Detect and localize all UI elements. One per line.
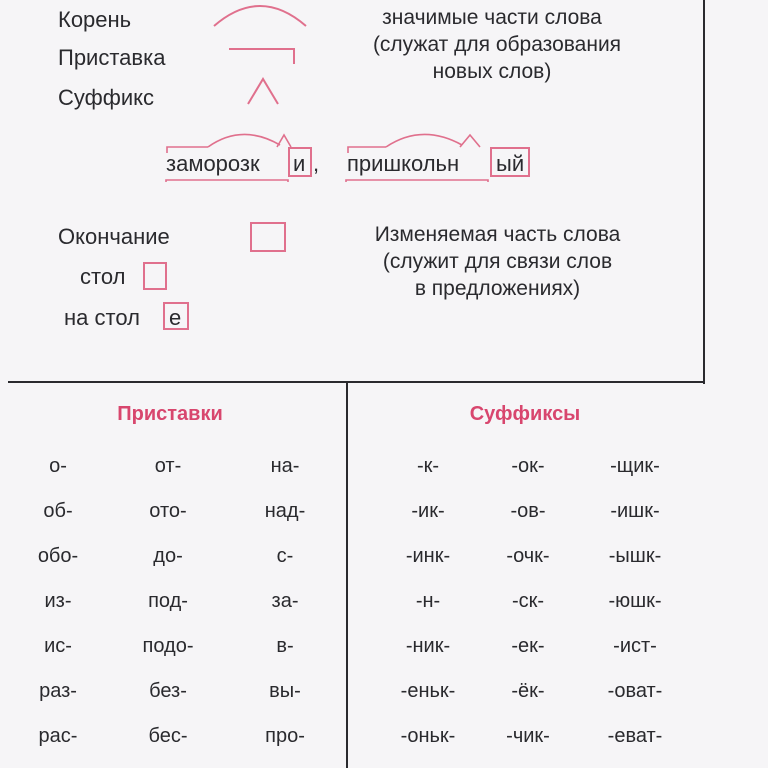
prefix-mark-icon bbox=[228, 40, 298, 70]
suffix-item: -чик- bbox=[506, 725, 550, 747]
prefix-item: за- bbox=[271, 590, 299, 612]
ending-example-2-ending: е bbox=[169, 305, 182, 330]
prefix-item: о- bbox=[49, 455, 67, 477]
suffix-item: -ист- bbox=[613, 635, 657, 657]
example-comma: , bbox=[313, 151, 320, 176]
frame-right-border bbox=[703, 0, 705, 384]
suffix-item: -щик- bbox=[610, 455, 660, 477]
prefix-item: ото- bbox=[149, 500, 187, 522]
prefix-item: бес- bbox=[148, 725, 188, 747]
prefix-item: над- bbox=[264, 500, 306, 522]
changeable-line2: (служит для связи слов bbox=[382, 250, 613, 273]
suffixes-title: Суффиксы bbox=[469, 403, 581, 425]
prefix-item: обо- bbox=[37, 545, 79, 567]
prefix-item: под- bbox=[148, 590, 188, 612]
prefix-item: без- bbox=[149, 680, 187, 702]
prefix-item: подо- bbox=[142, 635, 194, 657]
suffix-label: Суффикс bbox=[58, 85, 155, 110]
prefix-item: от- bbox=[154, 455, 182, 477]
example-word-1-stem: заморозк bbox=[166, 151, 260, 176]
significant-parts-line2: (служат для образования bbox=[372, 33, 622, 56]
suffix-item: -юшк- bbox=[608, 590, 662, 612]
suffix-caret-icon bbox=[246, 76, 286, 108]
ending-example-2: на стол bbox=[64, 305, 140, 330]
suffix-item: -ск- bbox=[511, 590, 545, 612]
prefix-item: из- bbox=[44, 590, 72, 612]
suffix-item: -ок- bbox=[511, 455, 545, 477]
ending-label: Окончание bbox=[58, 224, 170, 249]
suffix-item: -очк- bbox=[506, 545, 550, 567]
prefix-item: ис- bbox=[44, 635, 72, 657]
ending-box-icon bbox=[250, 222, 286, 252]
significant-parts-line3: новых слов) bbox=[432, 60, 552, 83]
prefix-item: с- bbox=[276, 545, 294, 567]
suffix-item: -ник- bbox=[405, 635, 451, 657]
changeable-line1: Изменяемая часть слова bbox=[374, 223, 621, 246]
section-divider bbox=[8, 381, 704, 383]
suffix-item: -к- bbox=[416, 455, 440, 477]
suffix-item: -инк- bbox=[405, 545, 451, 567]
suffix-item: -ик- bbox=[411, 500, 445, 522]
root-arc-icon bbox=[210, 0, 310, 30]
prefix-item: до- bbox=[153, 545, 183, 567]
suffix-item: -ов- bbox=[510, 500, 546, 522]
suffix-item: -ишк- bbox=[610, 500, 660, 522]
root-label: Корень bbox=[58, 7, 132, 32]
suffix-item: -н- bbox=[415, 590, 441, 612]
suffix-item: -ёк- bbox=[511, 680, 545, 702]
prefix-item: вы- bbox=[269, 680, 301, 702]
ending-example-1-empty-box bbox=[143, 262, 167, 290]
prefix-item: на- bbox=[270, 455, 300, 477]
ending-example-1: стол bbox=[80, 264, 126, 289]
prefix-item: про- bbox=[265, 725, 305, 747]
prefix-item: раз- bbox=[39, 680, 77, 702]
suffix-item: -ек- bbox=[511, 635, 545, 657]
prefixes-title: Приставки bbox=[117, 403, 223, 425]
suffix-item: -оват- bbox=[607, 680, 663, 702]
example-word-2-stem: пришкольн bbox=[347, 151, 460, 176]
suffix-item: -ышк- bbox=[608, 545, 662, 567]
significant-parts-line1: значимые части слова bbox=[382, 6, 602, 29]
prefix-item: в- bbox=[276, 635, 294, 657]
table-column-divider bbox=[346, 382, 348, 768]
suffix-item: -еньк- bbox=[400, 680, 456, 702]
suffix-item: -еват- bbox=[607, 725, 663, 747]
prefix-label: Приставка bbox=[58, 45, 166, 70]
suffix-item: -оньк- bbox=[400, 725, 456, 747]
prefix-item: рас- bbox=[38, 725, 78, 747]
example-word-2-ending: ый bbox=[496, 151, 525, 176]
example-word-1-ending: и bbox=[293, 151, 306, 176]
changeable-line3: в предложениях) bbox=[414, 277, 581, 300]
prefix-item: об- bbox=[43, 500, 73, 522]
